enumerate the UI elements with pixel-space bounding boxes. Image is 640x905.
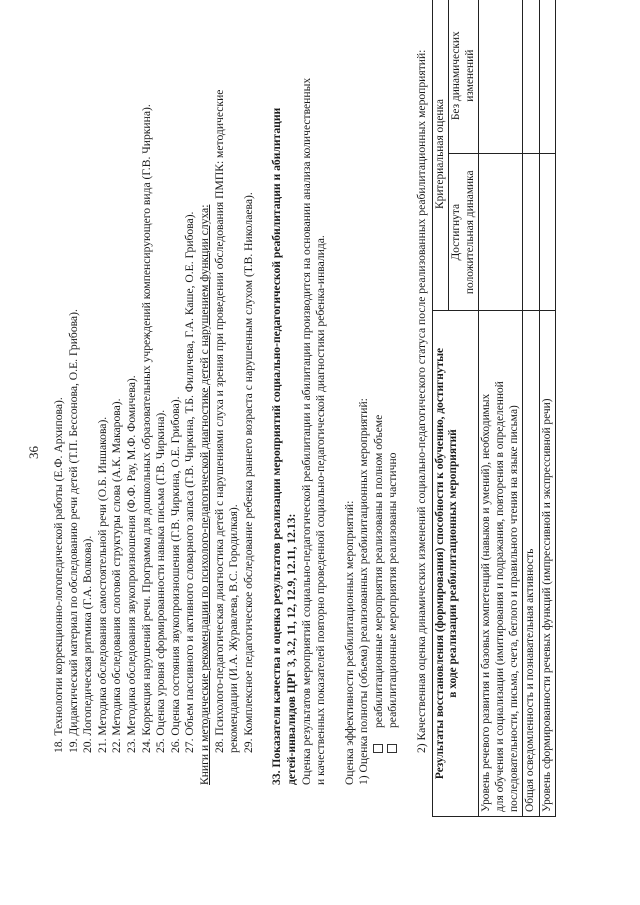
- list-item-28-line1: 28. Психолого-педагогическая диагностика детей с нарушениями слуха и зрения при проведении обследования ПМПК: методические: [212, 89, 226, 753]
- effectiveness-title: Оценка эффективности реабилитационных мероприятий:: [342, 500, 356, 785]
- methods-list: [52, 29, 198, 785]
- assessment-table: [432, 0, 557, 817]
- table-cell-achieved[interactable]: [539, 154, 556, 311]
- table-cell-no-dynamics[interactable]: [539, 0, 556, 154]
- list-item: 19. Дидактический материал по обследованию речи детей (Т.П. Бессонова, О.Е. Грибова).: [66, 309, 80, 753]
- list-item: 21. Методика обследования самостоятельной речи (О.Б. Иншакова).: [95, 416, 109, 753]
- cell-text: для обучения и социализации (имитирования и подражания, повторения в определенной: [494, 381, 507, 812]
- section-33-heading: 33. Показатели качества и оценка результатов реализации мероприятий социально-педагогической реабилитации и абилитации: [270, 107, 284, 785]
- checkbox-row: [386, 29, 401, 785]
- table-row: [539, 0, 556, 817]
- checkbox-label: реабилитационные мероприятия реализованы частично: [386, 452, 400, 728]
- checkbox-row: [372, 29, 387, 785]
- list-item: 24. Коррекция нарушений речи. Программа для дошкольных образовательных учреждений компенсирующего вида (Г.В. Чиркина).: [139, 104, 153, 753]
- col-header-text: положительная динамика: [463, 170, 476, 295]
- table-cell-no-dynamics[interactable]: [479, 0, 523, 154]
- col-header-text: Результаты восстановления (формирования) способности к обучению, достигнутые: [433, 347, 446, 780]
- col-header-text: изменений: [463, 49, 476, 102]
- list-item: 18. Технологии коррекционно-логопедической работы (Е.Ф. Архипова).: [52, 397, 65, 753]
- col-header-text: Достигнута: [450, 203, 463, 261]
- completeness-item: 1) Оценка полноты (объема) реализованных реабилитационных мероприятий:: [357, 398, 371, 785]
- col-header-results: [432, 311, 479, 817]
- table-cell-criterion: [479, 311, 523, 817]
- table-cell-achieved[interactable]: [523, 154, 540, 311]
- table-header-row: [432, 0, 449, 817]
- document-body: [52, 29, 556, 812]
- list-item: 27. Объем пассивного и активного словарного запаса (Г.В. Чиркина, Т.Б. Филичева, Г.А. Каше, О.Е. Грибова).: [183, 211, 197, 753]
- table-cell-criterion: Общая осведомленность и познавательная активность: [523, 311, 540, 817]
- table-row: [523, 0, 540, 817]
- results-paragraph-line1: Оценка результатов мероприятий социально-педагогической реабилитации и абилитации производится на основании анализа количественных: [299, 77, 313, 785]
- table-cell-achieved[interactable]: [479, 154, 523, 311]
- results-paragraph-line2: и качественных показателей повторно проведенной социально-педагогической диагностики ребенка-инвалида.: [314, 235, 328, 785]
- table-cell-criterion: Уровень сформированности речевых функций (импрессивной и экспрессивной речи): [539, 311, 556, 817]
- books-heading: Книги и методические рекомендации по психолого-педагогической диагностике детей с нарушением функции слуха:: [197, 204, 211, 785]
- list-item: 22. Методика обследования слоговой структуры слова (А.К. Макарова).: [110, 398, 124, 753]
- table-row: [479, 0, 523, 817]
- table-cell-no-dynamics[interactable]: [523, 0, 540, 154]
- qualitative-item: 2) Качественная оценка динамических изменений социально-педагогического статуса после реализованных реабилитационных мероприятий:: [415, 49, 429, 753]
- page-number: 36: [26, 446, 41, 459]
- checkbox-label: реабилитационные мероприятия реализованы в полном объеме: [371, 414, 385, 728]
- cell-text: Уровень речевого развития и базовых компетенций (навыков и умений), необходимых: [480, 393, 493, 812]
- col-header-text: в ходе реализации реабилитационных мероприятий: [447, 429, 460, 698]
- col-header-criteria: Критериальная оценка: [432, 0, 449, 311]
- checkbox-full[interactable]: [373, 744, 383, 753]
- col-header-achieved: [449, 154, 479, 311]
- list-item: 20. Логопедическая ритмика (Г.А. Волкова).: [81, 535, 95, 753]
- list-item-28-line2: рекомендации (И.А. Журавлева, В.С. Городилкая).: [227, 504, 241, 753]
- checkbox-partial[interactable]: [387, 744, 397, 753]
- list-item: 23. Методика обследования звукопроизношения (Ф.Ф. Рау, М.Ф. Фомичева).: [124, 375, 138, 753]
- list-item-29: 29. Комплексное педагогическое обследование ребенка раннего возраста с нарушенным слухом (Т.В. Николаева).: [241, 192, 255, 753]
- cell-text: последовательности, письма, счета, беглого и правильного чтения на языке письма): [507, 405, 520, 812]
- col-header-text: Без динамических: [450, 31, 463, 121]
- col-header-no-dynamics: [449, 0, 479, 154]
- list-item: 26. Оценка состояния звукопроизношения (Г.В. Чиркина, О.Е. Грибова).: [168, 396, 182, 753]
- section-33-heading-cont: детей-инвалидов ЦРГ 3, 3.2, 11, 12, 12.9, 12.11, 12.13:: [284, 513, 298, 785]
- list-item: 25. Оценка уровня сформированности навыка письма (Г.В. Чиркина).: [154, 409, 168, 753]
